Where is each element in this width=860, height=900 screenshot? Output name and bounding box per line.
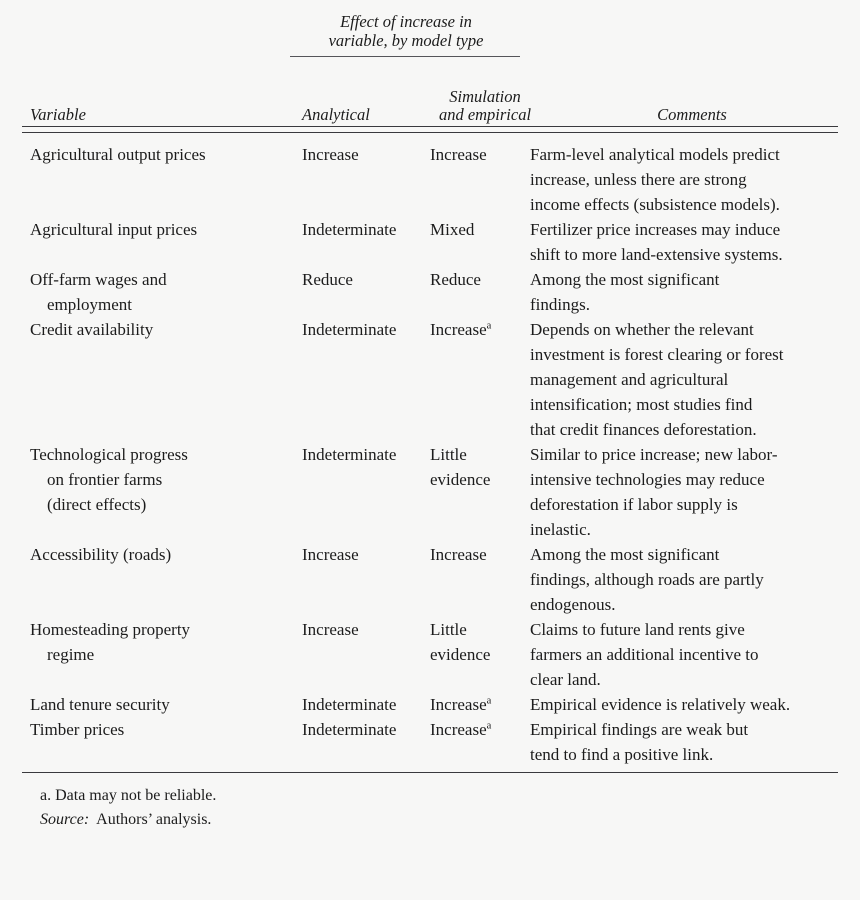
table-row-inner bbox=[22, 442, 838, 542]
cell-comments-line: inelastic. bbox=[530, 520, 591, 539]
cell-comments bbox=[530, 442, 860, 542]
cell-variable bbox=[30, 317, 296, 342]
cell-simulation-line: evidence bbox=[430, 645, 491, 664]
cell-comments-line: deforestation if labor supply is bbox=[530, 495, 738, 514]
source-label: Source: bbox=[40, 811, 90, 828]
table-row-inner bbox=[22, 317, 838, 442]
footnote-marker: a bbox=[486, 695, 492, 707]
cell-comments-line: tend to find a positive link. bbox=[530, 745, 714, 764]
cell-analytical: Reduce bbox=[302, 270, 353, 289]
cell-comments-line: findings. bbox=[530, 295, 590, 314]
table-row bbox=[22, 142, 838, 217]
cell-simulation-line: Increase$^a$ bbox=[430, 720, 492, 739]
table-row bbox=[22, 692, 838, 717]
cell-variable-line: Technological progress bbox=[30, 445, 188, 464]
table-row-inner bbox=[22, 142, 838, 217]
cell-variable-line: employment bbox=[47, 295, 132, 314]
table-row-inner bbox=[22, 717, 838, 767]
cell-variable-line: Homesteading property bbox=[30, 620, 191, 639]
table-row bbox=[22, 217, 838, 267]
table-row-inner bbox=[22, 267, 838, 317]
cell-comments-line: findings, although roads are partly bbox=[530, 570, 764, 589]
cell-comments-line: Empirical evidence is relatively weak. bbox=[530, 695, 791, 714]
cell-variable bbox=[30, 717, 296, 742]
cell-comments-line: Claims to future land rents give bbox=[530, 620, 745, 639]
cell-variable bbox=[30, 692, 296, 717]
cell-variable-line: Land tenure security bbox=[30, 695, 170, 714]
cell-analytical: Increase bbox=[302, 545, 359, 564]
cell-simulation bbox=[430, 142, 530, 167]
cell-variable bbox=[30, 442, 296, 517]
cell-simulation bbox=[430, 692, 530, 717]
cell-comments-line: clear land. bbox=[530, 670, 601, 689]
cell-variable-line: on frontier farms bbox=[47, 470, 163, 489]
footnote-marker: a bbox=[486, 720, 492, 732]
cell-comments-line: management and agricultural bbox=[530, 370, 729, 389]
table-row bbox=[22, 542, 838, 617]
spanner-header bbox=[290, 12, 522, 50]
source-text: Authors’ analysis. bbox=[96, 811, 212, 828]
table-row bbox=[22, 442, 838, 542]
cell-analytical: Increase bbox=[302, 145, 359, 164]
cell-simulation bbox=[430, 542, 530, 567]
column-header-simulation-line1: Simulation bbox=[449, 87, 521, 106]
column-header-row bbox=[22, 88, 838, 126]
cell-comments-line: intensive technologies may reduce bbox=[530, 470, 765, 489]
source-note bbox=[40, 808, 838, 832]
cell-simulation-line: Increase$^a$ bbox=[430, 320, 492, 339]
cell-variable-line: Off-farm wages and bbox=[30, 270, 167, 289]
cell-simulation-line: evidence bbox=[430, 470, 491, 489]
table-body bbox=[22, 142, 838, 767]
cell-comments-line: endogenous. bbox=[530, 595, 616, 614]
cell-comments bbox=[530, 617, 860, 692]
cell-simulation bbox=[430, 442, 530, 492]
cell-simulation bbox=[430, 217, 530, 242]
cell-comments bbox=[530, 692, 860, 717]
cell-comments-line: income effects (subsistence models). bbox=[530, 195, 780, 214]
cell-comments-line: increase, unless there are strong bbox=[530, 170, 747, 189]
spanner-header-line2: variable, by model type bbox=[328, 31, 484, 50]
column-header-analytical: Analytical bbox=[302, 105, 370, 124]
table-row-inner bbox=[22, 542, 838, 617]
cell-comments bbox=[530, 142, 860, 217]
cell-variable-line: Agricultural input prices bbox=[30, 220, 198, 239]
cell-analytical: Indeterminate bbox=[302, 220, 397, 239]
spanner-header-zone bbox=[22, 0, 838, 88]
column-header-simulation-line2: and empirical bbox=[438, 105, 532, 124]
cell-analytical: Increase bbox=[302, 620, 359, 639]
cell-comments-line: investment is forest clearing or forest bbox=[530, 345, 784, 364]
spanner-header-line1: Effect of increase in bbox=[340, 12, 472, 31]
cell-variable-line: Agricultural output prices bbox=[30, 145, 206, 164]
cell-comments bbox=[530, 542, 860, 617]
cell-comments bbox=[530, 317, 860, 442]
cell-comments-line: Similar to price increase; new labor- bbox=[530, 445, 778, 464]
table-row bbox=[22, 267, 838, 317]
cell-variable-line: regime bbox=[47, 645, 95, 664]
table-row-inner bbox=[22, 692, 838, 717]
column-header-simulation bbox=[430, 88, 540, 124]
cell-simulation-line: Little bbox=[430, 445, 467, 464]
cell-comments-line: shift to more land-extensive systems. bbox=[530, 245, 783, 264]
header-rule bbox=[22, 126, 838, 133]
cell-variable bbox=[30, 617, 296, 667]
cell-simulation bbox=[430, 717, 530, 742]
table-row bbox=[22, 717, 838, 767]
cell-variable-line: Accessibility (roads) bbox=[30, 545, 172, 564]
cell-comments-line: Farm-level analytical models predict bbox=[530, 145, 780, 164]
cell-comments-line: Among the most significant bbox=[530, 270, 720, 289]
table-row-inner bbox=[22, 617, 838, 692]
footnote-a: a. Data may not be reliable. bbox=[40, 787, 217, 804]
cell-comments-line: farmers an additional incentive to bbox=[530, 645, 759, 664]
bottom-rule bbox=[22, 772, 838, 773]
cell-simulation bbox=[430, 617, 530, 667]
cell-simulation bbox=[430, 317, 530, 342]
cell-variable-line: Timber prices bbox=[30, 720, 125, 739]
cell-variable-line: (direct effects) bbox=[47, 495, 147, 514]
cell-analytical: Indeterminate bbox=[302, 695, 397, 714]
cell-variable bbox=[30, 217, 296, 242]
cell-comments bbox=[530, 217, 860, 267]
cell-comments bbox=[530, 267, 860, 317]
spanner-rule bbox=[290, 56, 520, 57]
cell-analytical: Indeterminate bbox=[302, 445, 397, 464]
cell-comments-line: Depends on whether the relevant bbox=[530, 320, 754, 339]
cell-comments-line: Fertilizer price increases may induce bbox=[530, 220, 781, 239]
cell-simulation-line: Increase$^a$ bbox=[430, 695, 492, 714]
cell-variable bbox=[30, 542, 296, 567]
table-row bbox=[22, 317, 838, 442]
cell-comments-line: that credit finances deforestation. bbox=[530, 420, 757, 439]
cell-comments-line: intensification; most studies find bbox=[530, 395, 753, 414]
cell-simulation-line: Reduce bbox=[430, 270, 481, 289]
cell-simulation bbox=[430, 267, 530, 292]
cell-analytical: Indeterminate bbox=[302, 720, 397, 739]
cell-simulation-line: Increase bbox=[430, 145, 487, 164]
column-header-comments: Comments bbox=[657, 105, 727, 124]
cell-analytical: Indeterminate bbox=[302, 320, 397, 339]
table-row-inner bbox=[22, 217, 838, 267]
cell-simulation-line: Little bbox=[430, 620, 467, 639]
cell-comments bbox=[530, 717, 860, 767]
footnote-marker: a bbox=[486, 320, 492, 332]
cell-variable bbox=[30, 267, 296, 317]
cell-variable-line: Credit availability bbox=[30, 320, 154, 339]
table-row bbox=[22, 617, 838, 692]
cell-simulation-line: Mixed bbox=[430, 220, 475, 239]
cell-simulation-line: Increase bbox=[430, 545, 487, 564]
cell-comments-line: Empirical findings are weak but bbox=[530, 720, 749, 739]
table-notes bbox=[22, 784, 838, 832]
cell-variable bbox=[30, 142, 296, 167]
cell-comments-line: Among the most significant bbox=[530, 545, 720, 564]
column-header-variable: Variable bbox=[30, 105, 86, 124]
